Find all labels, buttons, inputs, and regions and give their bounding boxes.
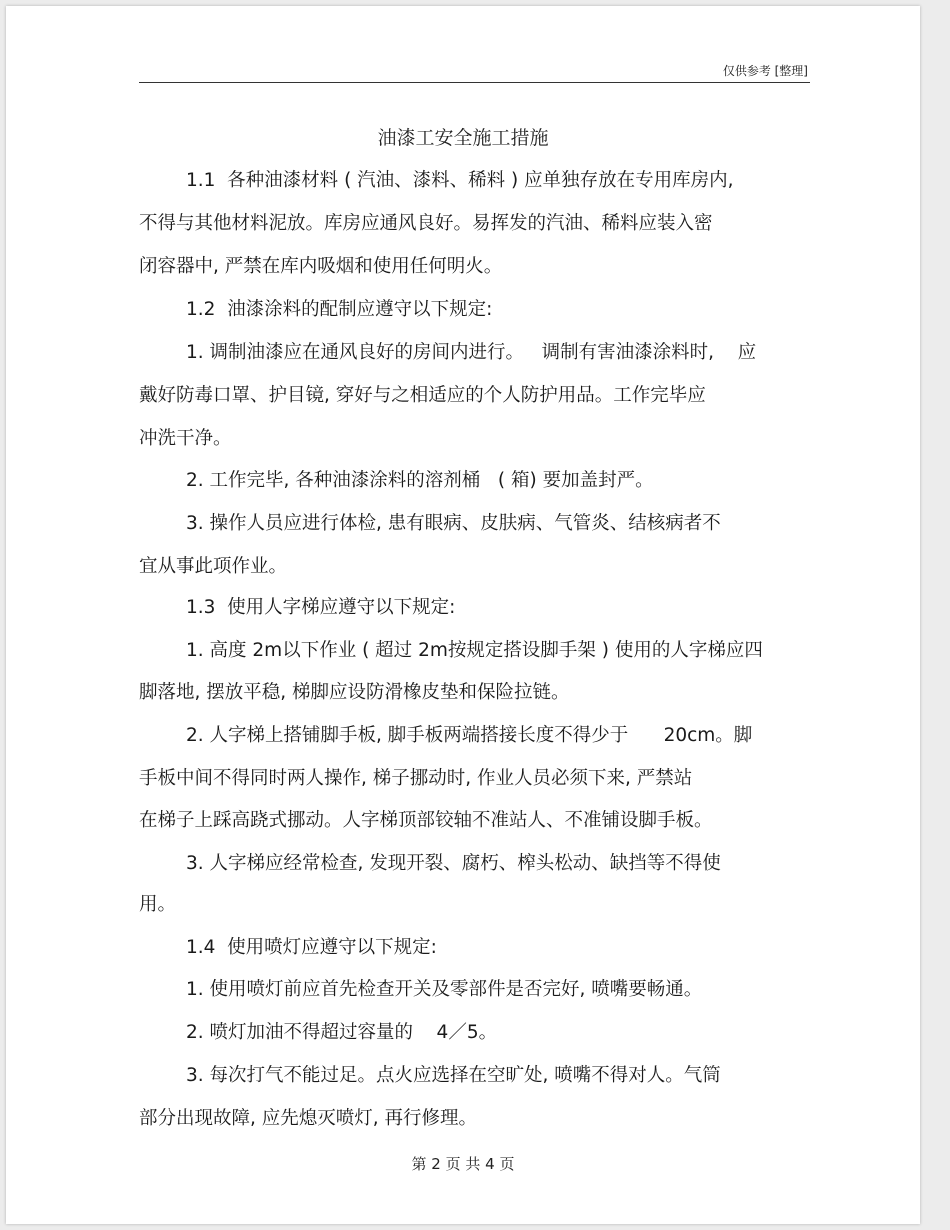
body-line: 3. 人字梯应经常检查, 发现开裂、腐朽、榨头松动、缺挡等不得使 [186, 853, 721, 874]
body-line: 宜从事此项作业。 [139, 556, 288, 577]
body-line: 戴好防毒口罩、护目镜, 穿好与之相适应的个人防护用品。工作完毕应 [139, 385, 706, 406]
body-line: 手板中间不得同时两人操作, 梯子挪动时, 作业人员必须下来, 严禁站 [139, 768, 693, 789]
document-title: 油漆工安全施工措施 [377, 127, 549, 149]
body-line: 1.4 使用喷灯应遵守以下规定: [186, 937, 437, 958]
body-line: 部分出现故障, 应先熄灭喷灯, 再行修理。 [139, 1108, 478, 1129]
header-note: 仅供参考 [整理] [722, 64, 808, 78]
body-line: 1.2 油漆涂料的配制应遵守以下规定: [186, 299, 493, 320]
document-page [6, 6, 920, 1224]
body-line: 2. 喷灯加油不得超过容量的 4／5。 [186, 1022, 498, 1043]
body-line: 1. 使用喷灯前应首先检查开关及零部件是否完好, 喷嘴要畅通。 [186, 979, 703, 1000]
page-footer: 第 2 页 共 4 页 [411, 1155, 515, 1173]
body-line: 1. 高度 2m以下作业 ( 超过 2m按规定搭设脚手架 ) 使用的人字梯应四 [186, 640, 763, 661]
body-line: 用。 [139, 894, 177, 915]
body-line: 闭容器中, 严禁在库内吸烟和使用任何明火。 [139, 256, 503, 277]
body-line: 冲洗干净。 [139, 428, 232, 449]
body-line: 1.3 使用人字梯应遵守以下规定: [186, 597, 456, 618]
body-line: 2. 工作完毕, 各种油漆涂料的溶剂桶 ( 箱) 要加盖封严。 [186, 470, 654, 491]
body-line: 在梯子上踩高跷式挪动。人字梯顶部铰轴不准站人、不准铺设脚手板。 [139, 810, 713, 831]
body-line: 3. 每次打气不能过足。点火应选择在空旷处, 喷嘴不得对人。气筒 [186, 1065, 721, 1086]
body-line: 3. 操作人员应进行体检, 患有眼病、皮肤病、气管炎、结核病者不 [186, 513, 721, 534]
body-line: 不得与其他材料泥放。库房应通风良好。易挥发的汽油、稀料应装入密 [139, 213, 713, 234]
body-line: 2. 人字梯上搭铺脚手板, 脚手板两端搭接长度不得少于 20cm。脚 [186, 725, 753, 746]
header-divider [139, 82, 810, 83]
body-line: 脚落地, 摆放平稳, 梯脚应设防滑橡皮垫和保险拉链。 [139, 682, 570, 703]
body-line: 1. 调制油漆应在通风良好的房间内进行。 调制有害油漆涂料时, 应 [186, 342, 757, 363]
body-line: 1.1 各种油漆材料 ( 汽油、漆料、稀料 ) 应单独存放在专用库房内, [186, 170, 734, 191]
